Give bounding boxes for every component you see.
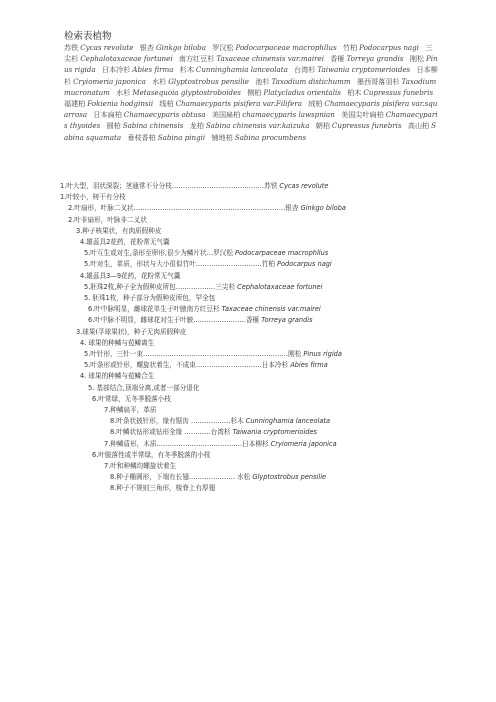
species-common-name: 日本柳杉 [64, 65, 438, 86]
species-common-name: 福建柏 [64, 99, 86, 109]
key-line-text: 7.种鳞盾形，木质…………………………………日本柳杉 [104, 439, 269, 448]
key-line [84, 283, 322, 292]
key-line-scientific-name: Abies firma [288, 361, 328, 370]
species-entry [116, 88, 241, 97]
key-line [110, 428, 317, 437]
key-line-text: 6.叶常绿，无冬季脱落小枝 [92, 394, 171, 403]
species-common-name: 杉木 [179, 65, 194, 75]
species-entry [107, 121, 184, 130]
species-common-name: 苏铁 [64, 43, 79, 52]
key-line [80, 272, 180, 281]
species-common-name: 南方红豆杉 [178, 54, 215, 64]
key-line-scientific-name: Podocarpaceae macrophllus [232, 249, 329, 258]
key-line-text: 2.叶非扇形，叶脉非二叉状 [68, 215, 147, 224]
key-line-text: 7.种鳞扁平，革质 [104, 406, 157, 414]
species-common-name: 日本扁柏 [93, 110, 122, 120]
species-common-name: 高山柏 [407, 121, 430, 131]
species-entry [294, 65, 410, 74]
species-scientific-name: Podocarpus nagi [359, 43, 419, 52]
species-scientific-name: Cupressus funebris [363, 87, 434, 97]
species-scientific-name: Taiwania cryptomerioides [317, 65, 411, 75]
key-line-text: 5. 基部结合,顶端分离,或者一部分退化 [88, 383, 200, 392]
key-line [88, 384, 200, 393]
species-scientific-name: Metasequoia glyptostroboides [132, 87, 241, 97]
species-scientific-name: Chamaecyparis obtusa [123, 110, 206, 120]
species-common-name: 铺地柏 [211, 132, 233, 142]
species-entry [140, 43, 206, 52]
species-common-name: 柏木 [347, 87, 362, 97]
key-line-scientific-name: Ginkgo biloba [298, 204, 346, 213]
species-entry [247, 88, 341, 97]
species-common-name: 池杉 [255, 76, 270, 86]
key-line-text: 3.球果(孚球果状)，种子无肉质假种皮 [76, 327, 187, 336]
species-common-name: 绒柏 [308, 99, 323, 109]
key-line-scientific-name: Torreya grandis [259, 316, 313, 325]
species-scientific-name: Taxodium distichumm [271, 76, 351, 86]
key-line-text: 5. 胚珠1枚，种子部分为假种皮所包，罕全包 [84, 294, 216, 302]
species-scientific-name: Ginkgo biloba [155, 43, 206, 52]
key-line-text: 5.叶针形，三针一束…………………………………………………………刚松 [84, 350, 302, 358]
species-entry [347, 88, 433, 97]
key-line-text: 8.叶条状披针形，缘有锯齿 ………………杉木 [110, 417, 244, 426]
species-scientific-name: chamaecyparis lawspnian [242, 110, 335, 120]
species-scientific-name: Taxaceae chinensis var.mairei [216, 54, 324, 64]
key-line [104, 406, 156, 415]
species-scientific-name: Pinus rigida [64, 54, 438, 75]
key-line [110, 417, 330, 426]
key-line-text: 8.种子椭圆形，下端有长翅………………… 水松 [110, 473, 251, 482]
key-line-text: 4. 球果的种鳞与苞鳞离生 [80, 338, 155, 347]
species-scientific-name: Chamaecyparis pisifera var.squarrosa [64, 99, 438, 120]
species-scientific-name: Sabina squamata [64, 121, 437, 142]
species-common-name: 竹柏 [342, 43, 358, 52]
page-title: 检索表植物 [64, 31, 112, 42]
species-common-name: 三尖杉 [64, 43, 433, 64]
key-line [80, 238, 170, 247]
species-entry [159, 99, 302, 108]
key-line-text: 6.叶中脉明显，雌球花单生于叶腋南方红豆杉 [88, 305, 220, 314]
species-scientific-name: Podocarpaceae macrophllus [235, 43, 337, 52]
key-line-text: 7.叶和种鳞均螺旋状着生 [104, 462, 177, 470]
species-scientific-name: Taxodium mucronatum [64, 76, 437, 97]
key-line-text: 5.叶对生，革质，形状与大小很似竹叶…………………………竹柏 [84, 260, 275, 269]
species-scientific-name: Sabina chinensis [122, 121, 184, 131]
key-line-scientific-name: Pinus rigida [301, 350, 342, 358]
species-entry [179, 54, 324, 63]
key-line [80, 339, 154, 348]
species-entry [330, 54, 403, 63]
key-line [88, 305, 321, 314]
species-scientific-name: Abies firma [132, 65, 174, 75]
species-common-name: 刚松 [409, 54, 424, 64]
key-line-scientific-name: Cryiomeria japonica [268, 439, 337, 448]
species-scientific-name: Cycas revolute [80, 43, 134, 52]
key-line [110, 484, 215, 493]
key-line-text: 4. 球果的种鳞与苞鳞合生 [80, 372, 155, 381]
species-entry [212, 43, 337, 52]
key-line [68, 216, 147, 225]
species-common-name: 日本冷杉 [101, 65, 131, 75]
key-line [104, 462, 176, 471]
key-line-text: 2.叶扇形，叶脉二叉状……………………………………………………………银杏 [68, 204, 299, 213]
species-common-name: 朝柏 [315, 121, 330, 131]
key-line [92, 395, 171, 404]
species-entry [212, 110, 335, 119]
species-scientific-name: Sabina pingii [157, 132, 206, 142]
key-line [76, 328, 186, 337]
key-line-scientific-name: Cephalotaxaceae fortunei [235, 282, 323, 291]
species-common-name: 美国扁柏 [211, 110, 241, 120]
key-line-text: 8.叶鳞状钻形或钻形全缘 …………台湾杉 [110, 428, 231, 437]
species-entry [343, 43, 419, 52]
key-line-scientific-name: Cunninghamia lanceolata [243, 417, 330, 426]
species-entry [64, 43, 133, 52]
species-entry [190, 121, 310, 130]
species-entry [152, 77, 249, 86]
species-common-name: 水杉 [152, 76, 167, 86]
species-scientific-name: Chamaecyparis pisifera var.Filifera [175, 99, 302, 109]
key-line-scientific-name: Podocarpus nagi [274, 260, 332, 269]
species-common-name: 线柏 [159, 99, 174, 109]
key-line-text: 5.叶条形或针形，螺旋状着生，不成束…………………………日本冷杉 [84, 361, 289, 370]
key-line-scientific-name: Taxaceae chinensis var.mairei [219, 305, 321, 314]
key-line [60, 193, 126, 202]
species-entry [316, 121, 402, 130]
key-line [110, 473, 326, 482]
species-common-name: 侧柏 [247, 87, 262, 97]
key-line [104, 440, 337, 449]
key-line [68, 204, 346, 213]
key-line-text: 3.种子核果状，有肉质假种皮 [76, 226, 162, 235]
species-scientific-name: Cryiomeria japonica [73, 76, 146, 86]
key-line [80, 372, 154, 381]
species-entry [93, 110, 205, 119]
species-common-name: 垂枝香柏 [127, 132, 156, 142]
species-common-name: 罗汉松 [212, 43, 234, 52]
species-entry [180, 65, 288, 74]
species-common-name: 墨西哥落羽杉 [356, 76, 400, 86]
key-line-text: 4.雄蕊具2花药，花粉常无气囊 [80, 238, 170, 246]
species-common-name: 银杏 [139, 43, 154, 52]
species-entry [102, 65, 173, 74]
key-line [76, 227, 161, 236]
species-scientific-name: Sabina chinensis var.kaizuka [205, 121, 310, 131]
species-common-name: 圆柏 [106, 121, 121, 131]
species-common-name: 香榧 [330, 54, 345, 64]
species-entry [127, 133, 205, 142]
species-scientific-name: Cephalotaxaceae fortunei [80, 54, 173, 64]
key-line [84, 350, 342, 359]
key-line-scientific-name: Cycas revolute [277, 182, 329, 190]
key-line [60, 182, 328, 191]
key-line-text: 1.叶大型，羽状深裂；茎通常不分分枝……………………………………苏铁 [60, 182, 278, 190]
species-scientific-name: Platycladus orientalis [263, 87, 341, 97]
key-line-scientific-name: Taiwania cryptomerioides [230, 428, 317, 437]
species-common-name: 美国尖叶扁柏 [341, 110, 384, 120]
key-line [84, 260, 332, 269]
key-line-text: 1.叶较小，树干有分枝 [60, 193, 126, 202]
key-line-scientific-name: Glyptostrobus pensilie [250, 473, 327, 482]
key-line-text: 5.叶互生或对生,条形至卵形,很少为鳞片状…罗汉松 [84, 249, 233, 258]
species-scientific-name: Torreya grandis [346, 54, 404, 64]
species-entry [64, 99, 153, 108]
species-scientific-name: Sabina procumbens [234, 132, 307, 142]
species-scientific-name: Cunninghamia lanceolata [195, 65, 288, 75]
species-scientific-name: Chamaecyparis thyoides [64, 110, 438, 131]
species-scientific-name: Glyptostrobus pensilie [168, 76, 249, 86]
key-line [88, 316, 313, 325]
species-entry [211, 133, 306, 142]
species-list-paragraph [64, 42, 438, 143]
species-scientific-name: Fokienia hodginsii [87, 99, 154, 109]
species-common-name: 台湾杉 [294, 65, 316, 75]
key-line-text: 5.胚珠2枚,种子全为假种皮所包………………三尖杉 [84, 282, 236, 291]
key-line-text: 6.叶脱落性或半常绿，有冬季脱落的小枝 [92, 450, 211, 459]
key-line-text: 8.种子不规则三角形，棱脊上有厚翅 [110, 484, 216, 493]
species-common-name: 水杉 [116, 87, 131, 97]
species-common-name: 龙柏 [189, 121, 204, 131]
key-line [84, 249, 328, 258]
key-line-text: 4.雄蕊具3—9花药，花粉常无气囊 [80, 271, 181, 280]
species-scientific-name: Cupressus funebris [331, 121, 402, 131]
key-line [92, 451, 210, 460]
key-line [84, 294, 215, 303]
key-line [84, 361, 328, 370]
key-line-text: 6.叶中脉不明显，雌球花对生于叶腋……………………香榧 [88, 316, 260, 325]
species-entry [255, 77, 350, 86]
